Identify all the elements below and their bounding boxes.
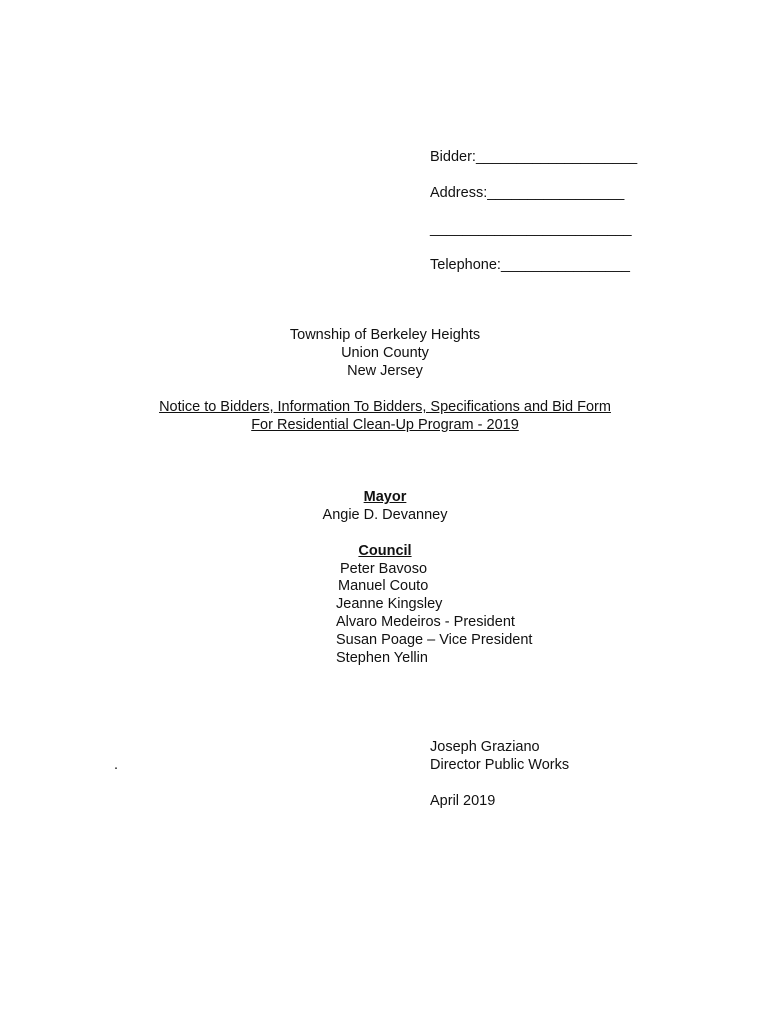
council-member: Peter Bavoso — [340, 561, 428, 577]
council-heading: Council — [358, 543, 412, 559]
state-title: New Jersey — [347, 363, 423, 379]
township-title: Township of Berkeley Heights — [289, 327, 481, 343]
stray-period-mark: . — [114, 757, 119, 773]
address-line-2: _________________________ — [430, 221, 632, 237]
signatory-title: Director Public Works — [430, 757, 570, 773]
telephone-line: Telephone:________________ — [430, 257, 630, 273]
notice-title-line-2: For Residential Clean-Up Program - 2019 — [251, 417, 519, 433]
council-member: Stephen Yellin — [336, 650, 428, 666]
council-member: Susan Poage – Vice President — [336, 632, 533, 648]
notice-title-line-1: Notice to Bidders, Information To Bidders, Specifications and Bid Form — [159, 399, 611, 415]
signatory-name: Joseph Graziano — [430, 739, 540, 755]
mayor-name: Angie D. Devanney — [322, 507, 448, 523]
council-member: Jeanne Kingsley — [336, 596, 443, 612]
bidder-line: Bidder:____________________ — [430, 149, 638, 165]
council-member: Manuel Couto — [338, 578, 429, 594]
document-date: April 2019 — [430, 793, 496, 809]
address-line: Address:_________________ — [430, 185, 625, 201]
mayor-heading: Mayor — [363, 489, 407, 505]
council-member: Alvaro Medeiros - President — [336, 614, 515, 630]
county-title: Union County — [341, 345, 429, 361]
